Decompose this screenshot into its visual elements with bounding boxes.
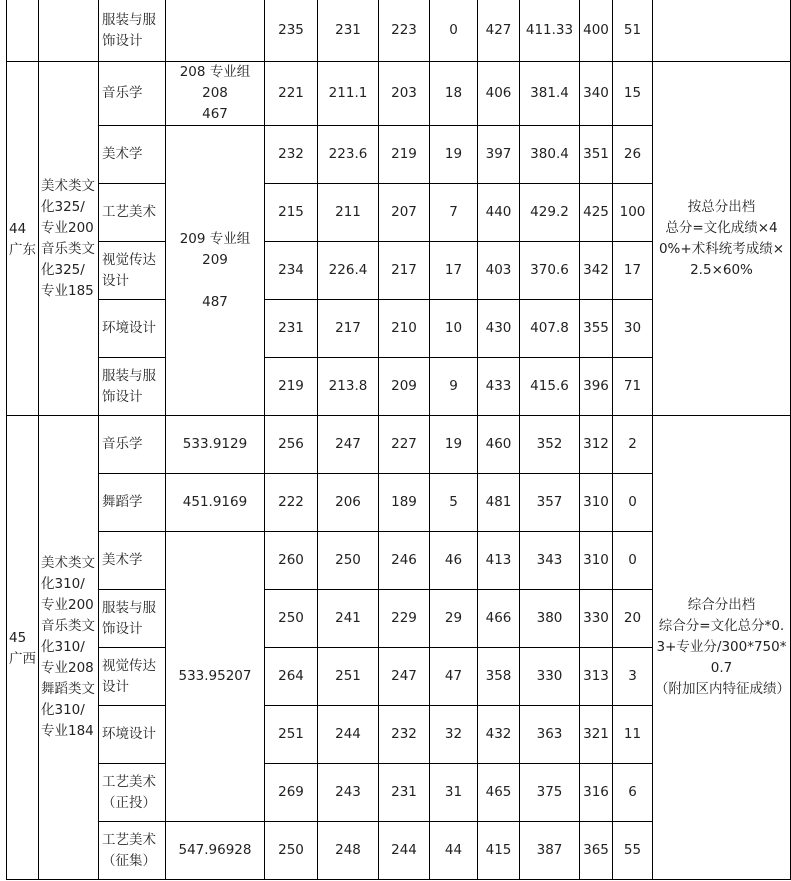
value-cell: 358	[478, 648, 520, 706]
value-cell: 429.2	[520, 184, 580, 242]
value-cell: 310	[580, 474, 613, 532]
value-cell: 211.1	[318, 62, 379, 126]
value-cell: 226.4	[318, 242, 379, 300]
value-cell: 264	[265, 648, 318, 706]
value-cell: 310	[580, 532, 613, 590]
value-cell: 20	[613, 590, 653, 648]
table-row	[7, 62, 791, 126]
value-cell: 251	[265, 706, 318, 764]
value-cell: 365	[580, 822, 613, 880]
value-cell: 316	[580, 764, 613, 822]
province-cell: 45广西	[7, 416, 39, 880]
cutoff-cell	[39, 0, 99, 62]
value-cell: 330	[580, 590, 613, 648]
major-cell: 视觉传达 设计	[99, 648, 166, 706]
value-cell: 413	[478, 532, 520, 590]
value-cell: 247	[379, 648, 430, 706]
value-cell: 17	[430, 242, 478, 300]
value-cell: 11	[613, 706, 653, 764]
value-cell: 219	[265, 358, 318, 416]
value-cell: 312	[580, 416, 613, 474]
value-cell: 250	[265, 590, 318, 648]
value-cell: 5	[430, 474, 478, 532]
value-cell: 247	[318, 416, 379, 474]
value-cell: 71	[613, 358, 653, 416]
value-cell: 415.6	[520, 358, 580, 416]
value-cell: 15	[613, 62, 653, 126]
value-cell: 209	[379, 358, 430, 416]
value-cell: 207	[379, 184, 430, 242]
major-cell: 服装与服 饰设计	[99, 590, 166, 648]
value-cell: 415	[478, 822, 520, 880]
note-cell: 按总分出档 总分=文化成绩×40%+术科统考成绩×2.5×60%	[653, 62, 791, 416]
major-cell: 工艺美术 （正投）	[99, 764, 166, 822]
value-cell: 481	[478, 474, 520, 532]
value-cell: 250	[265, 822, 318, 880]
value-cell: 31	[430, 764, 478, 822]
value-cell: 227	[379, 416, 430, 474]
value-cell: 425	[580, 184, 613, 242]
group-cell	[166, 0, 265, 62]
value-cell: 235	[265, 0, 318, 62]
value-cell: 241	[318, 590, 379, 648]
value-cell: 189	[379, 474, 430, 532]
value-cell: 343	[520, 532, 580, 590]
value-cell: 217	[318, 300, 379, 358]
group-cell: 208 专业组 208 467	[166, 62, 265, 126]
value-cell: 251	[318, 648, 379, 706]
province-cell: 44广东	[7, 62, 39, 416]
value-cell: 387	[520, 822, 580, 880]
major-cell: 环境设计	[99, 300, 166, 358]
value-cell: 10	[430, 300, 478, 358]
cutoff-cell: 美术类文化310/专业200 音乐类文化310/专业208 舞蹈类文化310/专业184	[39, 416, 99, 880]
value-cell: 217	[379, 242, 430, 300]
value-cell: 6	[613, 764, 653, 822]
group-cell: 533.95207	[166, 532, 265, 822]
admission-score-table	[6, 0, 791, 880]
value-cell: 215	[265, 184, 318, 242]
value-cell: 47	[430, 648, 478, 706]
value-cell: 2	[613, 416, 653, 474]
major-cell: 视觉传达 设计	[99, 242, 166, 300]
value-cell: 466	[478, 590, 520, 648]
value-cell: 269	[265, 764, 318, 822]
value-cell: 203	[379, 62, 430, 126]
province-cell	[7, 0, 39, 62]
group-cell: 451.9169	[166, 474, 265, 532]
value-cell: 375	[520, 764, 580, 822]
value-cell: 32	[430, 706, 478, 764]
value-cell: 406	[478, 62, 520, 126]
value-cell: 260	[265, 532, 318, 590]
value-cell: 30	[613, 300, 653, 358]
value-cell: 430	[478, 300, 520, 358]
value-cell: 210	[379, 300, 430, 358]
value-cell: 46	[430, 532, 478, 590]
value-cell: 246	[379, 532, 430, 590]
value-cell: 342	[580, 242, 613, 300]
value-cell: 256	[265, 416, 318, 474]
value-cell: 19	[430, 416, 478, 474]
note-cell: 综合分出档 综合分=文化总分*0.3+专业分/300*750*0.7 （附加区内特征成绩）	[653, 416, 791, 880]
major-cell: 服装与服 饰设计	[99, 358, 166, 416]
value-cell: 340	[580, 62, 613, 126]
value-cell: 396	[580, 358, 613, 416]
value-cell: 3	[613, 648, 653, 706]
value-cell: 381.4	[520, 62, 580, 126]
value-cell: 403	[478, 242, 520, 300]
value-cell: 330	[520, 648, 580, 706]
value-cell: 440	[478, 184, 520, 242]
value-cell: 223	[379, 0, 430, 62]
group-cell: 547.96928	[166, 822, 265, 880]
value-cell: 231	[379, 764, 430, 822]
major-cell: 环境设计	[99, 706, 166, 764]
value-cell: 26	[613, 126, 653, 184]
value-cell: 222	[265, 474, 318, 532]
value-cell: 18	[430, 62, 478, 126]
cutoff-cell: 美术类文化325/专业200 音乐类文化325/专业185	[39, 62, 99, 416]
value-cell: 231	[318, 0, 379, 62]
value-cell: 55	[613, 822, 653, 880]
value-cell: 407.8	[520, 300, 580, 358]
value-cell: 100	[613, 184, 653, 242]
major-cell: 美术学	[99, 126, 166, 184]
value-cell: 206	[318, 474, 379, 532]
value-cell: 250	[318, 532, 379, 590]
major-cell: 工艺美术	[99, 184, 166, 242]
value-cell: 29	[430, 590, 478, 648]
major-cell: 服装与服 饰设计	[99, 0, 166, 62]
value-cell: 213.8	[318, 358, 379, 416]
value-cell: 355	[580, 300, 613, 358]
major-cell: 舞蹈学	[99, 474, 166, 532]
value-cell: 460	[478, 416, 520, 474]
value-cell: 231	[265, 300, 318, 358]
value-cell: 221	[265, 62, 318, 126]
value-cell: 370.6	[520, 242, 580, 300]
value-cell: 321	[580, 706, 613, 764]
value-cell: 380.4	[520, 126, 580, 184]
value-cell: 0	[613, 474, 653, 532]
value-cell: 7	[430, 184, 478, 242]
value-cell: 313	[580, 648, 613, 706]
value-cell: 244	[318, 706, 379, 764]
value-cell: 0	[613, 532, 653, 590]
value-cell: 380	[520, 590, 580, 648]
value-cell: 352	[520, 416, 580, 474]
major-cell: 音乐学	[99, 416, 166, 474]
value-cell: 232	[265, 126, 318, 184]
value-cell: 0	[430, 0, 478, 62]
major-cell: 美术学	[99, 532, 166, 590]
group-cell: 533.9129	[166, 416, 265, 474]
value-cell: 432	[478, 706, 520, 764]
value-cell: 397	[478, 126, 520, 184]
value-cell: 411.33	[520, 0, 580, 62]
value-cell: 219	[379, 126, 430, 184]
value-cell: 229	[379, 590, 430, 648]
value-cell: 400	[580, 0, 613, 62]
major-cell: 音乐学	[99, 62, 166, 126]
value-cell: 465	[478, 764, 520, 822]
value-cell: 211	[318, 184, 379, 242]
value-cell: 427	[478, 0, 520, 62]
value-cell: 357	[520, 474, 580, 532]
value-cell: 17	[613, 242, 653, 300]
major-cell: 工艺美术 （征集）	[99, 822, 166, 880]
value-cell: 243	[318, 764, 379, 822]
value-cell: 223.6	[318, 126, 379, 184]
value-cell: 351	[580, 126, 613, 184]
group-cell: 209 专业组 209 487	[166, 126, 265, 416]
value-cell: 244	[379, 822, 430, 880]
note-cell	[653, 0, 791, 62]
table-row	[7, 0, 791, 62]
value-cell: 248	[318, 822, 379, 880]
value-cell: 363	[520, 706, 580, 764]
value-cell: 232	[379, 706, 430, 764]
value-cell: 19	[430, 126, 478, 184]
value-cell: 44	[430, 822, 478, 880]
value-cell: 433	[478, 358, 520, 416]
value-cell: 51	[613, 0, 653, 62]
value-cell: 9	[430, 358, 478, 416]
table-row	[7, 416, 791, 474]
value-cell: 234	[265, 242, 318, 300]
